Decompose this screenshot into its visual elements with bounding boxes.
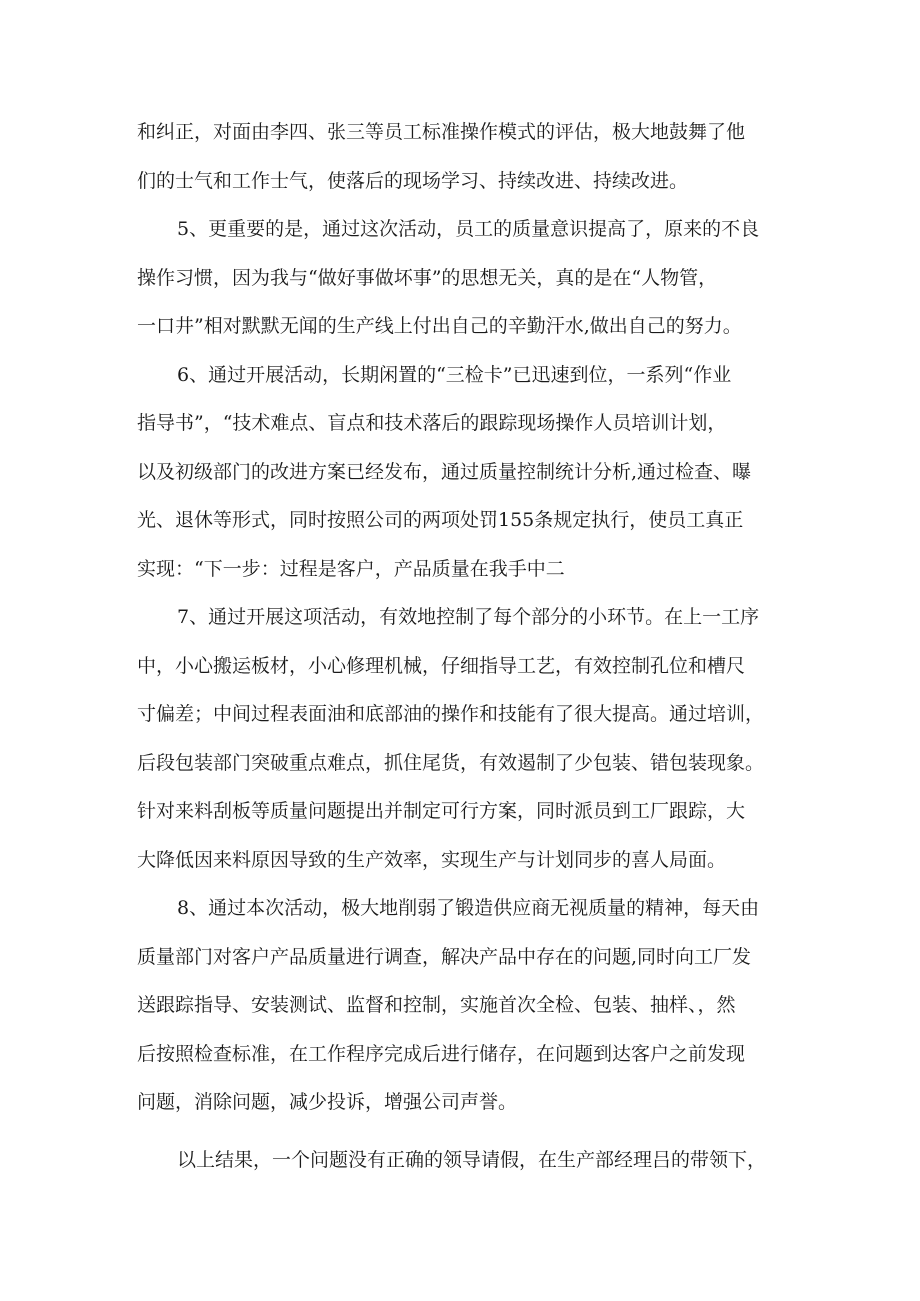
text-line: 中，小心搬运板材，小心修理机械，仔细指导工艺，有效控制孔位和槽尺	[137, 654, 746, 677]
text-line: 以及初级部门的改进方案已经发布，通过质量控制统计分析,通过检查、曝	[137, 460, 752, 483]
text-line: 质量部门对客户产品质量进行调查，解决产品中存在的问题,同时向工厂发	[137, 945, 752, 968]
text-line: 问题，消除问题，减少投诉，增强公司声誉。	[137, 1091, 518, 1113]
text-line: 送跟踪指导、安装测试、监督和控制，实施首次全检、包装、抽样、，然	[137, 994, 736, 1016]
paragraph-7-start: 7、通过开展这项活动，有效地控制了每个部分的小环节。在上一工序	[177, 606, 760, 628]
text-line: 指导书”，“技术难点、盲点和技术落后的跟踪现场操作人员培训计划，	[137, 412, 727, 434]
text-line: 实现：“下一步：过程是客户，产品质量在我手中二	[137, 557, 565, 580]
text-line: 光、退休等形式，同时按照公司的两项处罚155条规定执行，使员工真正	[137, 509, 744, 531]
text-line: 操作习惯，因为我与“做好事做坏事”的思想无关，真的是在“人物管，	[137, 266, 718, 289]
text-line: 大降低因来料原因导致的生产效率，实现生产与计划同步的喜人局面。	[137, 848, 727, 871]
text-line: 针对来料刮板等质量问题提出并制定可行方案，同时派员到工厂跟踪，大	[137, 800, 746, 822]
paragraph-8-start: 8、通过本次活动，极大地削弱了锻造供应商无视质量的精神，每天由	[177, 897, 760, 919]
paragraph-6-start: 6、通过开展活动，长期闲置的“三检卡”已迅速到位，一系列“作业	[177, 363, 732, 386]
text-line: 寸偏差；中间过程表面油和底部油的操作和技能有了很大提高。通过培训，	[137, 703, 765, 725]
text-line: 和纠正，对面由李四、张三等员工标准操作模式的评估，极大地鼓舞了他	[137, 121, 746, 143]
text-line: 后按照检查标准，在工作程序完成后进行储存，在问题到达客户之前发现	[137, 1042, 746, 1065]
text-line: 后段包装部门突破重点难点，抓住尾货，有效遏制了少包装、错包装现象。	[137, 751, 765, 774]
document-body	[137, 108, 787, 1184]
text-line: 一口井”相对默默无闻的生产线上付出自己的辛勤汗水,做出自己的努力。	[137, 315, 742, 337]
paragraph-summary-start: 以上结果，一个问题没有正确的领导请假，在生产部经理吕的带领下，	[177, 1148, 767, 1171]
paragraph-5-start: 5、更重要的是，通过这次活动，员工的质量意识提高了，原来的不良	[177, 218, 760, 240]
text-line: 们的士气和工作士气，使落后的现场学习、持续改进、持续改进。	[137, 169, 689, 192]
